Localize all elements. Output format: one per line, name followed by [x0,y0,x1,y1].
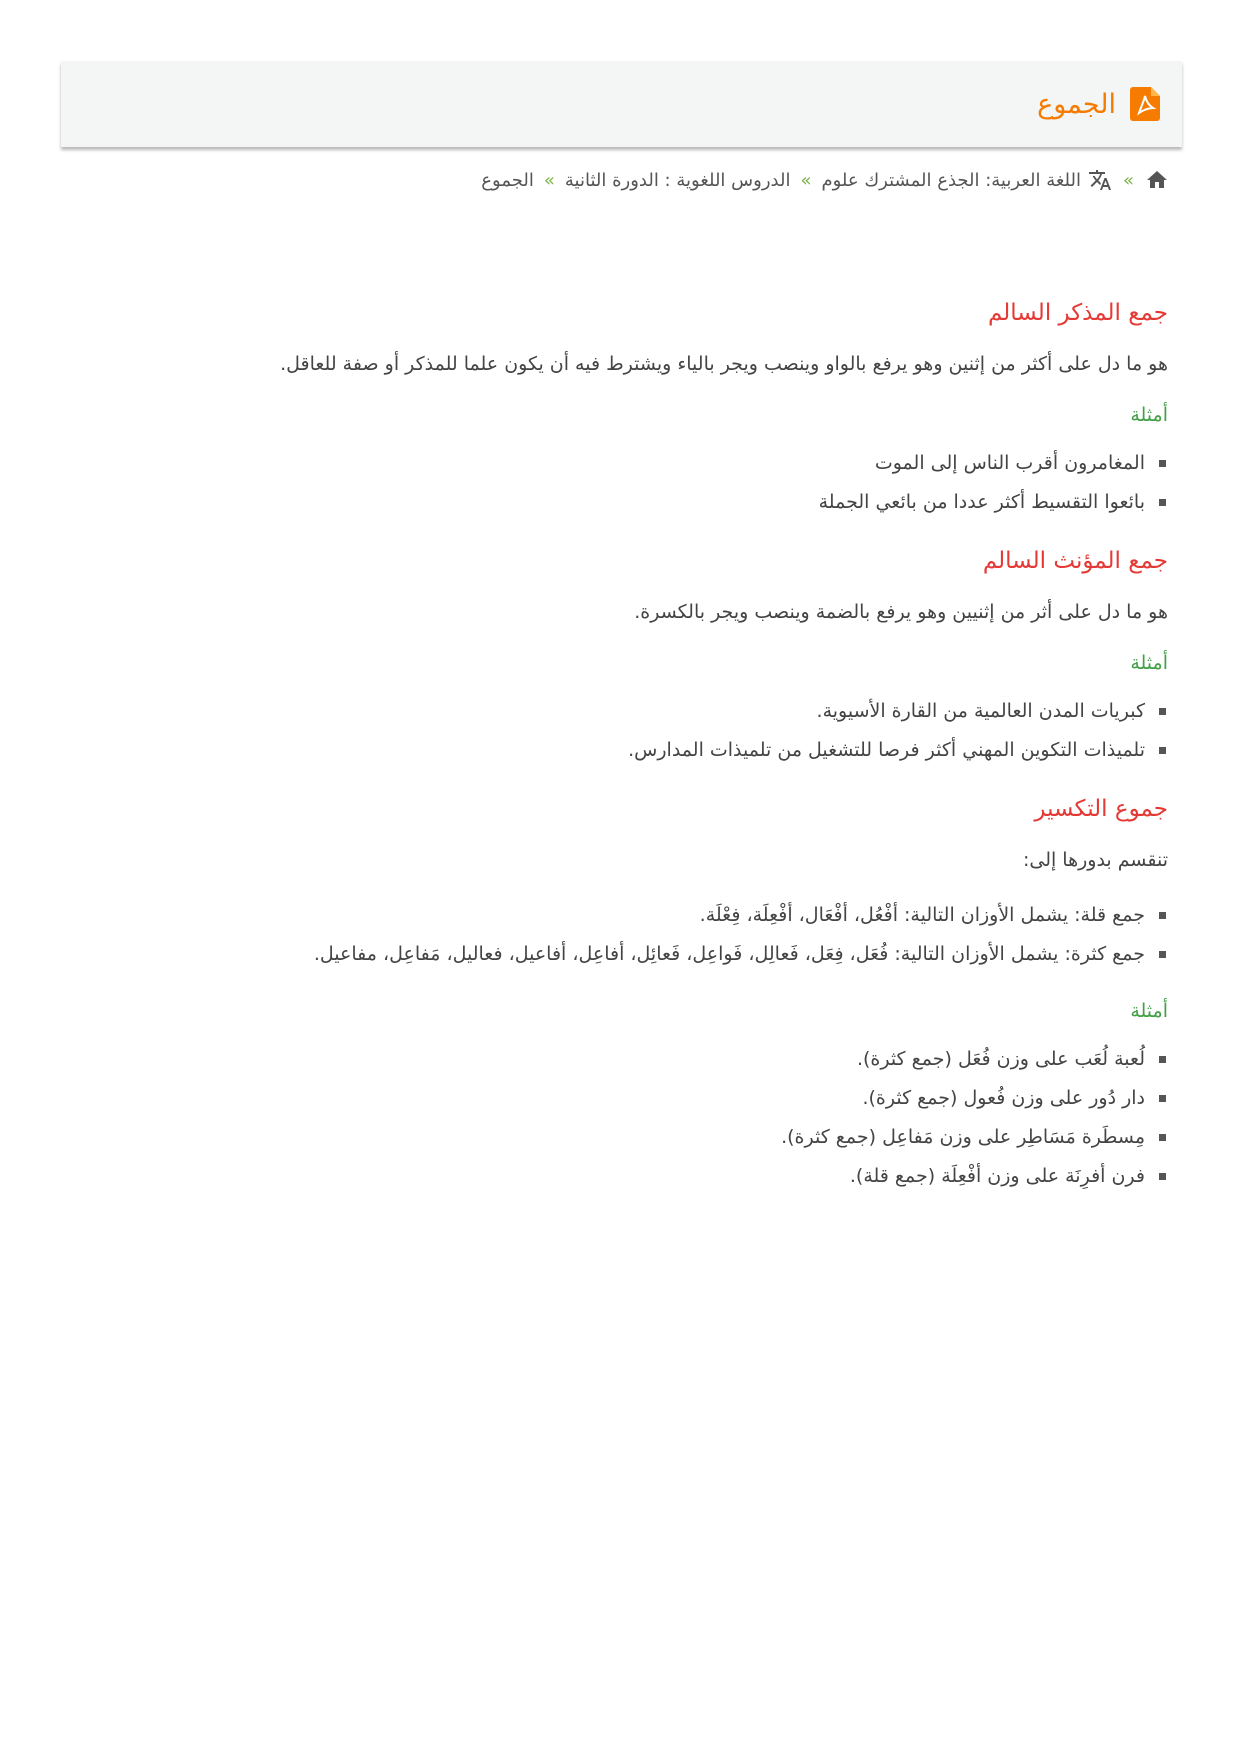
lesson-content [74,296,1168,1218]
list-item [74,1157,1168,1196]
translate-icon [1087,168,1113,192]
home-icon[interactable] [1144,168,1170,192]
bullet-icon [1159,1134,1166,1141]
list-item-text: مِسطَرة مَسَاطِر على وزن مَفاعِل (جمع كثرة). [781,1126,1145,1148]
examples-list [74,444,1168,522]
list-item [74,483,1168,522]
section-broken-plurals [74,792,1168,1196]
list-item-text: دار دُور على وزن فُعول (جمع كثرة). [862,1087,1145,1109]
list-item [74,935,1168,974]
types-list [74,896,1168,974]
breadcrumb-current: الجموع [481,169,534,191]
list-item [74,692,1168,731]
list-item [74,731,1168,770]
list-item-text: بائعوا التقسيط أكثر عددا من بائعي الجملة [818,491,1145,513]
section-paragraph: هو ما دل على أكثر من إثنين وهو يرفع بالواو وينصب ويجر بالياء ويشترط فيه أن يكون علما للمذكر أو صفة للعاقل. [280,353,1168,375]
section-title: جموع التكسير [1034,796,1168,822]
list-item-text: لُعبة لُعَب على وزن فُعَل (جمع كثرة). [856,1048,1145,1070]
examples-label: أمثلة [1130,652,1168,674]
list-item-text: فرن أفرِنَة على وزن أفْعِلَة (جمع قلة). [849,1165,1145,1187]
page-header [61,61,1182,147]
bullet-icon [1159,951,1166,958]
breadcrumb-link-lessons[interactable]: الدروس اللغوية : الدورة الثانية [564,169,791,191]
section-sound-feminine-plural [74,544,1168,770]
bullet-icon [1159,747,1166,754]
bullet-icon [1159,1056,1166,1063]
list-item [74,1040,1168,1079]
examples-label: أمثلة [1130,404,1168,426]
list-item [74,1118,1168,1157]
examples-list [74,692,1168,770]
list-item-text: جمع كثرة: يشمل الأوزان التالية: فُعَل، فِعَل، فَعالِل، فَواعِل، فَعائِل، أفاعِل، أفاعيل، فعاليل، مَفاعِل، مفاعيل. [313,943,1145,965]
list-item [74,896,1168,935]
bullet-icon [1159,460,1166,467]
bullet-icon [1159,1095,1166,1102]
breadcrumb-separator: » [543,169,555,191]
bullet-icon [1159,912,1166,919]
section-paragraph: تنقسم بدورها إلى: [1022,849,1168,871]
bullet-icon [1159,708,1166,715]
list-item-text: كبريات المدن العالمية من القارة الأسيوية. [816,700,1145,722]
examples-list [74,1040,1168,1196]
list-item-text: جمع قلة: يشمل الأوزان التالية: أفْعُل، أفْعَال، أفْعِلَة، فِعْلَة. [699,904,1145,926]
section-title: جمع المذكر السالم [987,300,1168,326]
breadcrumb-link-arabic-course[interactable]: اللغة العربية: الجذع المشترك علوم [821,169,1081,191]
examples-label: أمثلة [1130,1000,1168,1022]
section-sound-masculine-plural [74,296,1168,522]
list-item [74,444,1168,483]
page-title: الجموع [1037,88,1116,120]
list-item-text: تلميذات التكوين المهني أكثر فرصا للتشغيل من تلميذات المدارس. [628,739,1145,761]
pdf-icon[interactable] [1130,87,1160,121]
section-title: جمع المؤنث السالم [982,548,1168,574]
list-item [74,1079,1168,1118]
breadcrumb [481,168,1170,192]
breadcrumb-separator: » [800,169,812,191]
section-paragraph: هو ما دل على أثر من إثنيين وهو يرفع بالضمة وينصب ويجر بالكسرة. [634,601,1168,623]
bullet-icon [1159,499,1166,506]
bullet-icon [1159,1173,1166,1180]
breadcrumb-separator: » [1122,169,1134,191]
list-item-text: المغامرون أقرب الناس إلى الموت [874,452,1145,474]
